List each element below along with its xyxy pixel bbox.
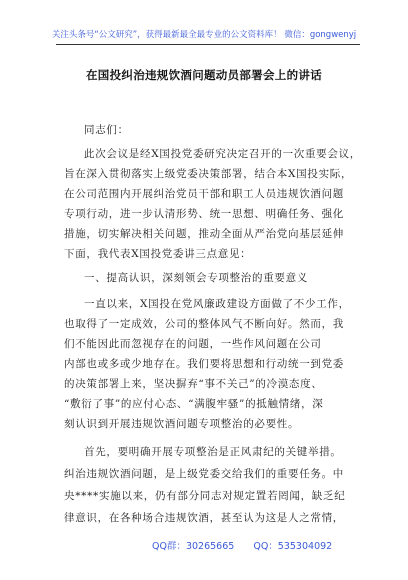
paragraph-line: 此次会议是经X国投党委研究决定召开的一次重要会议， bbox=[84, 148, 361, 160]
paragraph-line: 专项行动，进一步认清形势、统一思想、明确任务、强化 bbox=[64, 208, 344, 220]
footer-contact bbox=[152, 538, 348, 552]
paragraph-line: 下面，我代表X国投党委讲三点意见： bbox=[64, 248, 252, 260]
paragraph-line: 们不能因此而忽视存在的问题，一些作风问题在公司 bbox=[64, 338, 322, 350]
paragraph-line: 央****实施以来，仍有部分同志对规定置若罔闻，缺乏纪 bbox=[64, 490, 346, 502]
paragraph-line: 措施，切实解决相关问题，推动全面从严治党向基层延伸 bbox=[64, 228, 344, 240]
paragraph-line: 刻认识到开展违规饮酒问题专项整治的必要性。 bbox=[64, 418, 300, 430]
document-title: 在国投纠治违规饮酒问题动员部署会上的讲话 bbox=[86, 68, 322, 82]
paragraph-line: 纠治违规饮酒问题，是上级党委交给我们的重要任务。中 bbox=[64, 468, 344, 480]
qq-number: QQ：535304092 bbox=[253, 541, 333, 552]
paragraph-line: 也取得了一定成效，公司的整体风气不断向好。然而，我 bbox=[64, 318, 344, 330]
paragraph-line: 律意识，在各种场合违规饮酒，甚至认为这是人之常情， bbox=[64, 512, 344, 524]
paragraph-line: 旨在深入贯彻落实上级党委决策部署，结合本X国投实际， bbox=[64, 168, 353, 180]
qq-group-number: QQ群：30265665 bbox=[152, 541, 235, 552]
header-divider bbox=[56, 44, 360, 45]
header-note: 关注头条号“公文研究”，获得最新最全最专业的公文资料库！ 微信：gongwenyj bbox=[51, 30, 357, 40]
paragraph-line: 的决策部署上来，坚决摒弃“事不关己”的冷漠态度、 bbox=[64, 378, 323, 390]
paragraph-line: “敷衍了事”的应付心态、“满腹牢骚”的抵触情绪，深 bbox=[64, 398, 324, 410]
paragraph-line: 首先，要明确开展专项整治是正风肃纪的关键举措。 bbox=[84, 446, 342, 458]
paragraph-line: 内部也或多或少地存在。我们要将思想和行动统一到党委 bbox=[64, 358, 344, 370]
paragraph-line: 在公司范围内开展纠治党员干部和职工人员违规饮酒问题 bbox=[64, 188, 344, 200]
paragraph-line: 一直以来，X国投在党风廉政建设方面做了不少工作， bbox=[84, 298, 350, 310]
section-heading: 一、提高认识，深刻领会专项整治的重要意义 bbox=[84, 272, 308, 284]
salutation: 同志们： bbox=[84, 124, 129, 136]
